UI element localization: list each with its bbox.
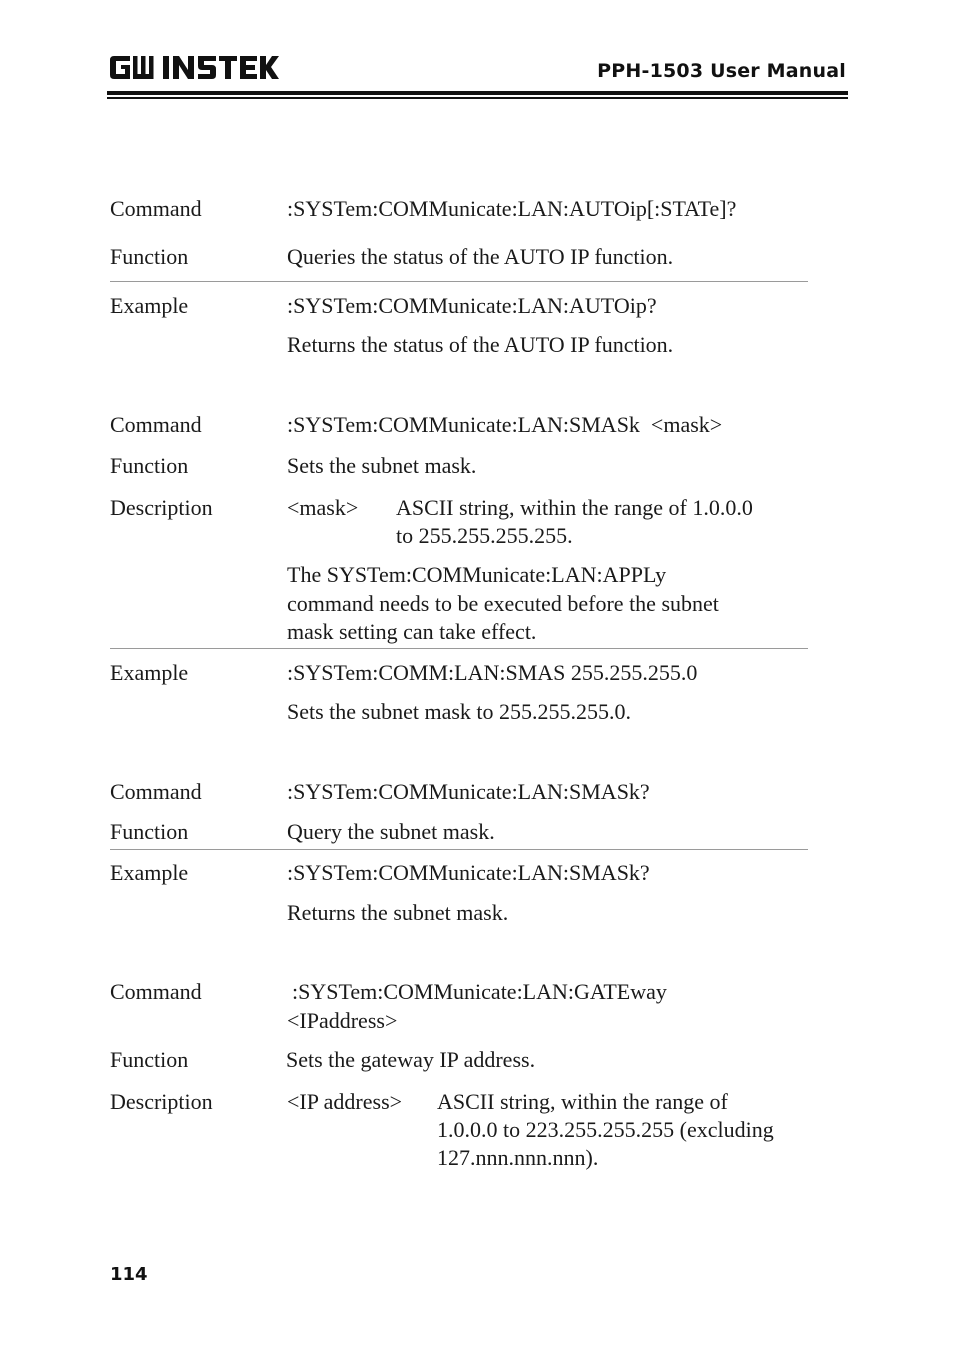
description-label: Description [110,495,213,520]
function-text: Query the subnet mask. [287,819,495,844]
command-label: Command [110,412,202,437]
function-label: Function [110,453,189,478]
command-syntax-param: <IPaddress> [287,1008,398,1033]
page-number: 114 [110,1264,148,1285]
command-label: Command [110,196,202,221]
description-label: Description [110,1089,213,1114]
function-text: Sets the subnet mask. [287,453,477,478]
function-text: Queries the status of the AUTO IP function. [287,244,674,269]
command-syntax: :SYSTem:COMMunicate:LAN:SMASk? [287,779,650,804]
parameter-description: ASCII string, within the range of 1.0.0.0 [396,495,753,520]
parameter-description: 1.0.0.0 to 223.255.255.255 (excluding [437,1117,774,1142]
example-description: Returns the subnet mask. [287,900,509,925]
function-label: Function [110,819,189,844]
parameter-description: 127.nnn.nnn.nnn). [437,1145,599,1170]
header-rule [107,91,848,95]
header-rule-thin [107,97,848,99]
note-text: mask setting can take effect. [287,619,537,644]
command-label: Command [110,779,202,804]
example-description: Sets the subnet mask to 255.255.255.0. [287,699,632,724]
command-syntax: :SYSTem:COMMunicate:LAN:GATEway [292,979,667,1004]
section-divider [110,648,808,649]
function-label: Function [110,244,189,269]
gw-instek-logo-graphic [108,50,280,90]
example-description: Returns the status of the AUTO IP function. [287,332,674,357]
function-label: Function [110,1047,189,1072]
example-command: :SYSTem:COMMunicate:LAN:AUTOip? [287,293,657,318]
example-command: :SYSTem:COMM:LAN:SMAS 255.255.255.0 [287,660,698,685]
parameter-name: <IP address> [287,1089,403,1114]
command-syntax: :SYSTem:COMMunicate:LAN:AUTOip[:STATe]? [287,196,737,221]
example-label: Example [110,660,189,685]
parameter-description: ASCII string, within the range of [437,1089,728,1114]
gw-instek-logo [108,50,280,90]
note-text: command needs to be executed before the subnet [287,591,719,616]
function-text: Sets the gateway IP address. [286,1047,536,1072]
example-label: Example [110,860,189,885]
note-text: The SYSTem:COMMunicate:LAN:APPLy [287,562,667,587]
parameter-description: to 255.255.255.255. [396,523,573,548]
parameter-name: <mask> [287,495,359,520]
command-label: Command [110,979,202,1004]
example-label: Example [110,293,189,318]
manual-title: PPH-1503 User Manual [597,60,846,82]
example-command: :SYSTem:COMMunicate:LAN:SMASk? [287,860,650,885]
section-divider [110,849,808,850]
command-syntax: :SYSTem:COMMunicate:LAN:SMASk <mask> [287,412,723,437]
section-divider [110,281,808,282]
